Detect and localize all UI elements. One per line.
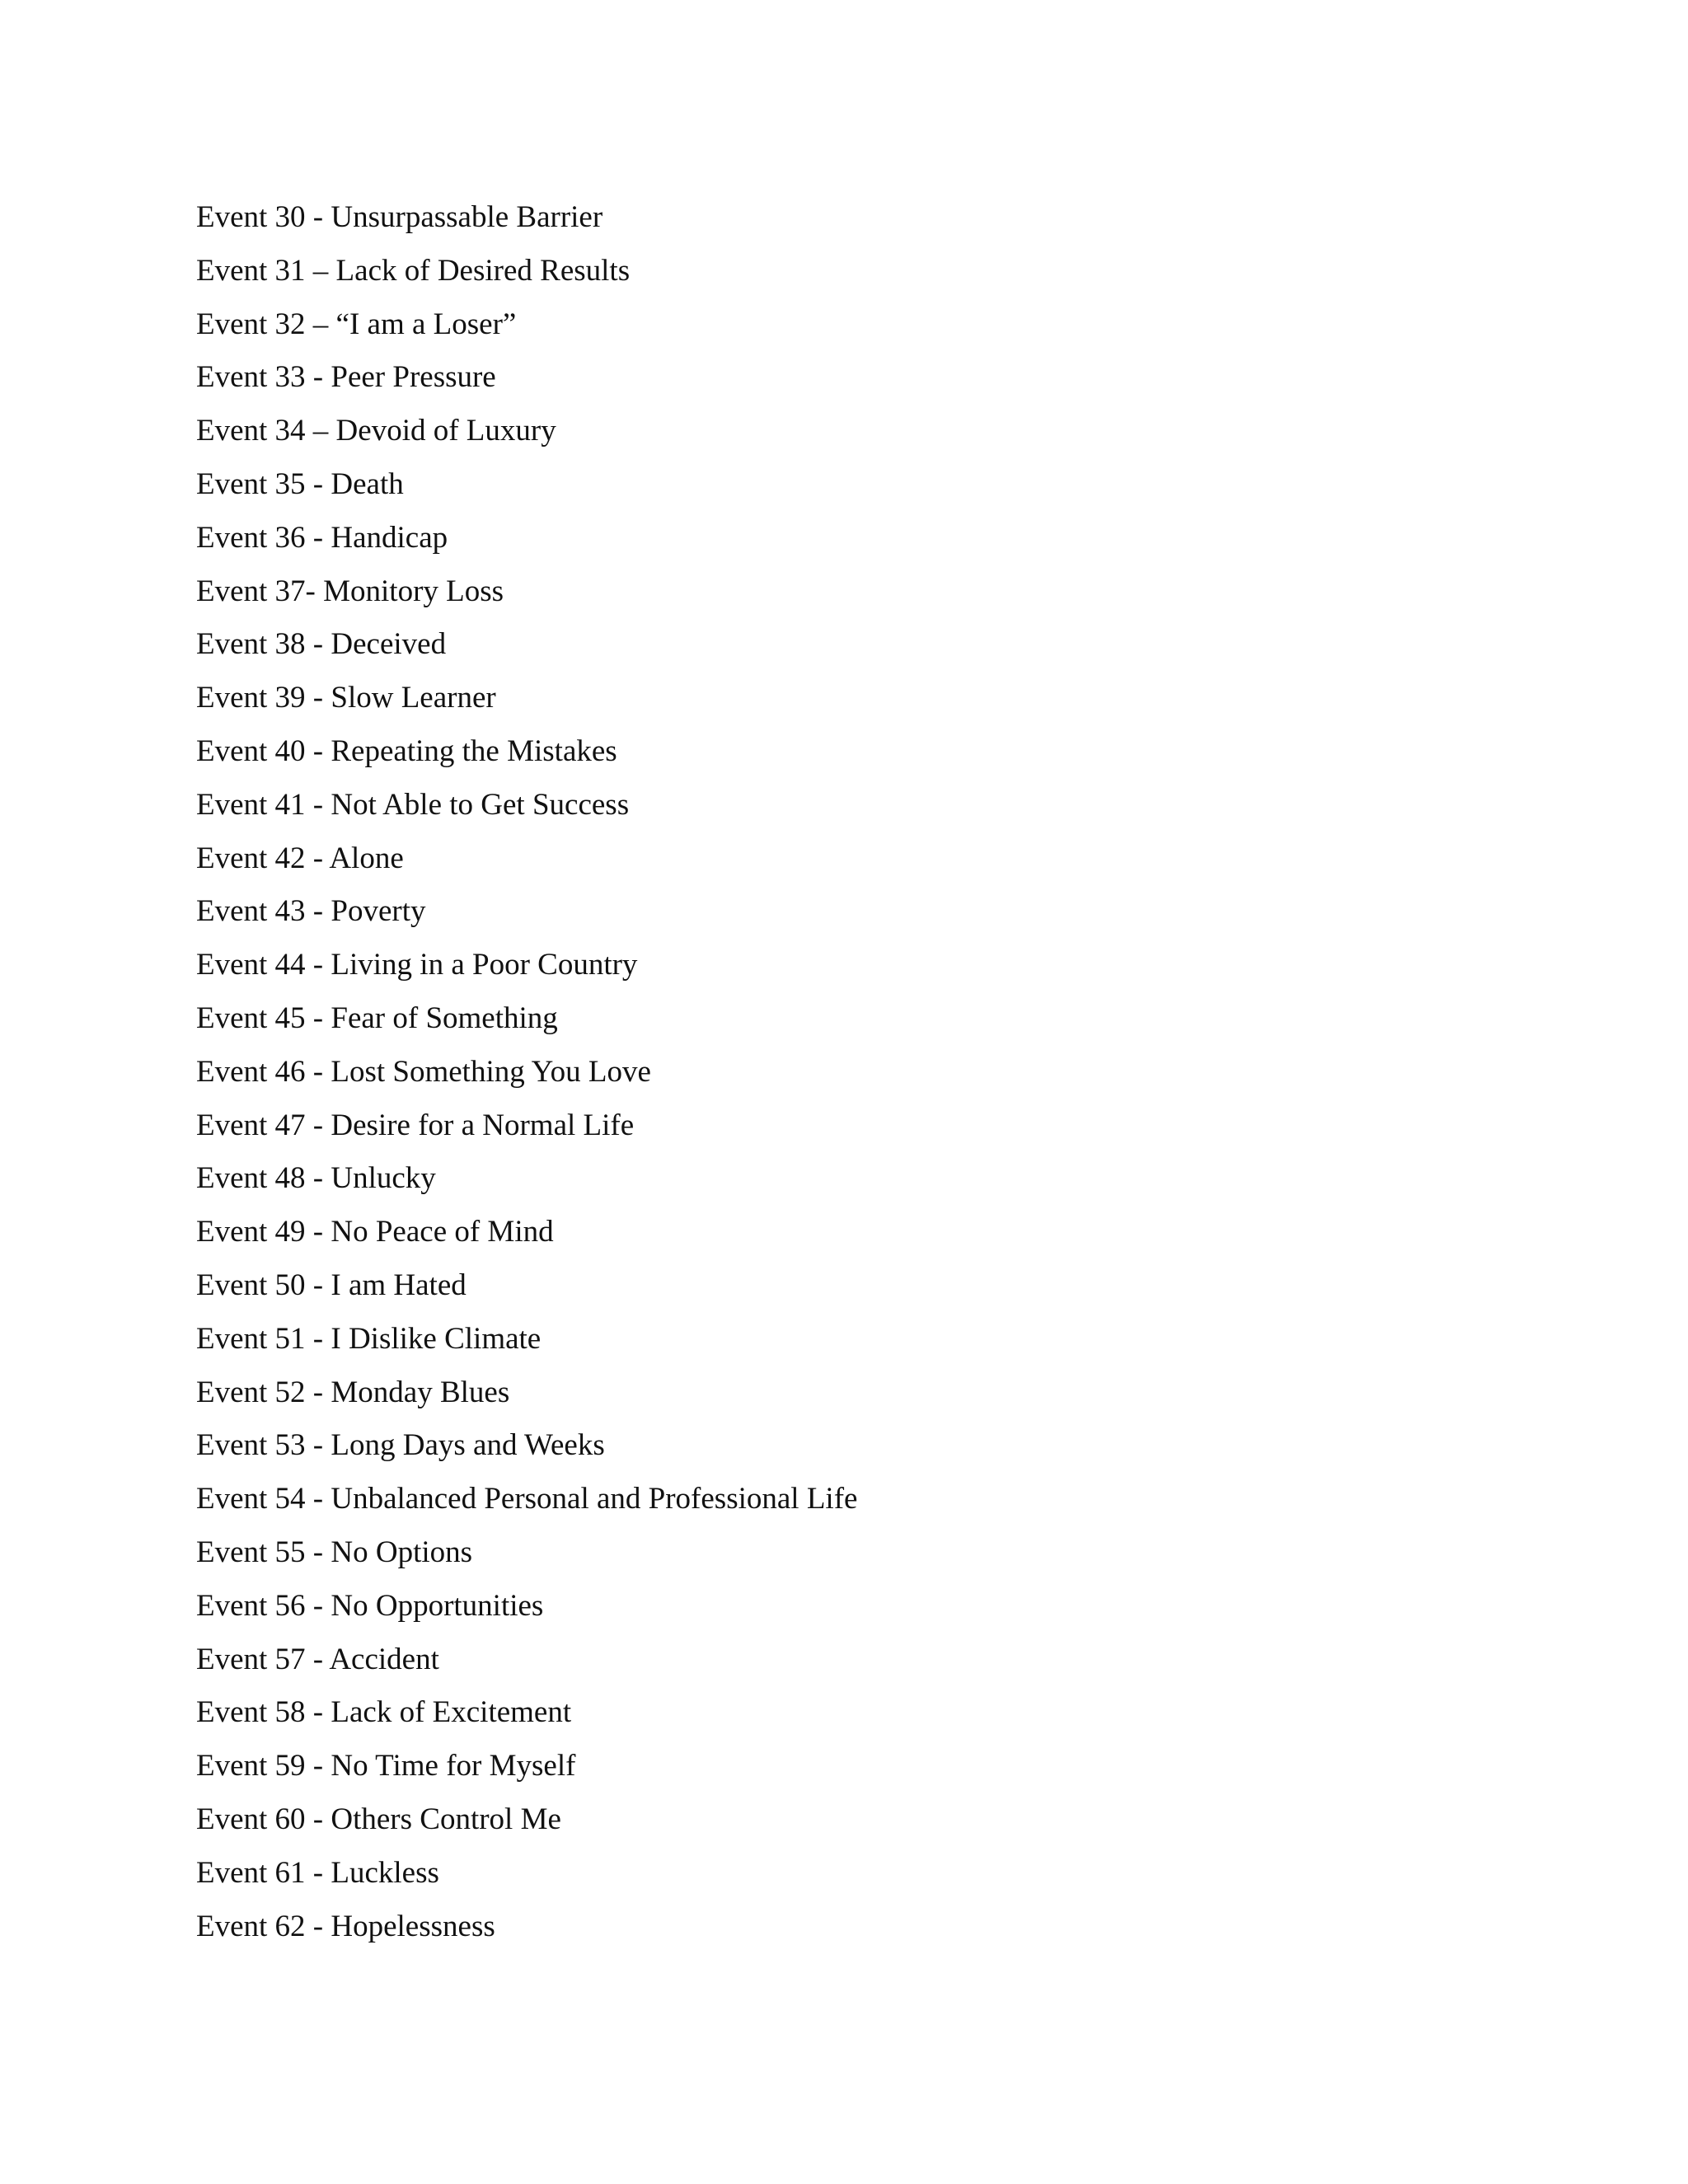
event-item: Event 52 - Monday Blues bbox=[196, 1375, 510, 1409]
event-list bbox=[196, 191, 857, 1953]
event-item: Event 38 - Deceived bbox=[196, 627, 447, 662]
event-item: Event 53 - Long Days and Weeks bbox=[196, 1428, 605, 1463]
event-item: Event 43 - Poverty bbox=[196, 894, 426, 929]
event-item: Event 44 - Living in a Poor Country bbox=[196, 948, 638, 982]
event-item: Event 40 - Repeating the Mistakes bbox=[196, 733, 617, 768]
event-item: Event 30 - Unsurpassable Barrier bbox=[196, 200, 603, 234]
event-item: Event 35 - Death bbox=[196, 466, 404, 501]
event-item: Event 62 - Hopelessness bbox=[196, 1909, 495, 1943]
event-item: Event 51 - I Dislike Climate bbox=[196, 1321, 542, 1356]
event-item: Event 42 - Alone bbox=[196, 841, 404, 875]
event-item: Event 58 - Lack of Excitement bbox=[196, 1695, 572, 1730]
event-item: Event 31 – Lack of Desired Results bbox=[196, 253, 631, 288]
event-item: Event 37- Monitory Loss bbox=[196, 574, 504, 608]
event-item: Event 49 - No Peace of Mind bbox=[196, 1215, 554, 1249]
event-item: Event 36 - Handicap bbox=[196, 520, 448, 555]
event-item: Event 47 - Desire for a Normal Life bbox=[196, 1108, 635, 1142]
event-item: Event 61 - Luckless bbox=[196, 1855, 439, 1890]
event-item: Event 45 - Fear of Something bbox=[196, 1001, 558, 1035]
event-item: Event 32 – “I am a Loser” bbox=[196, 307, 517, 341]
event-item: Event 33 - Peer Pressure bbox=[196, 360, 496, 395]
event-item: Event 60 - Others Control Me bbox=[196, 1802, 561, 1836]
event-item: Event 46 - Lost Something You Love bbox=[196, 1054, 651, 1089]
event-item: Event 50 - I am Hated bbox=[196, 1268, 467, 1302]
event-item: Event 57 - Accident bbox=[196, 1642, 439, 1676]
event-item: Event 54 - Unbalanced Personal and Professional Life bbox=[196, 1482, 858, 1516]
event-item: Event 41 - Not Able to Get Success bbox=[196, 787, 630, 822]
event-item: Event 56 - No Opportunities bbox=[196, 1588, 544, 1623]
event-item: Event 39 - Slow Learner bbox=[196, 681, 496, 715]
event-item: Event 59 - No Time for Myself bbox=[196, 1749, 576, 1783]
event-item: Event 55 - No Options bbox=[196, 1535, 473, 1569]
event-item: Event 34 – Devoid of Luxury bbox=[196, 414, 556, 448]
event-item: Event 48 - Unlucky bbox=[196, 1161, 436, 1196]
